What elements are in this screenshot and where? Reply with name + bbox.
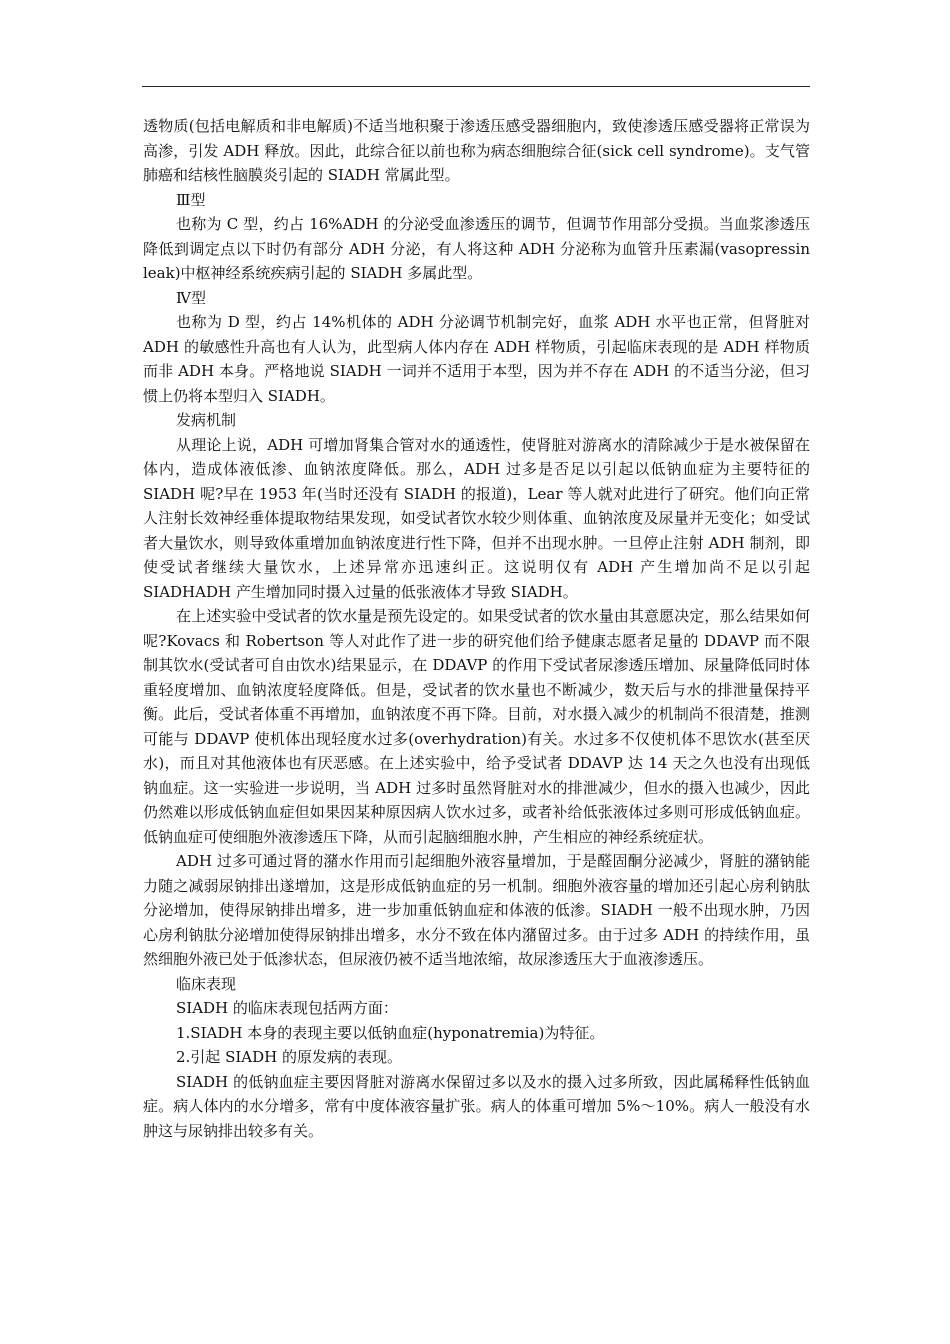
paragraph-type-iii: 也称为 C 型，约占 16%ADH 的分泌受血渗透压的调节，但调节作用部分受损。当血浆渗透压降低到调定点以下时仍有部分 ADH 分泌，有人将这种 ADH 分泌称为血管升压素漏(vasopressin leak)中枢神经系统疾病引起的 SIADH 多属此型。 (143, 215, 810, 282)
paragraph-hyponatremia: SIADH 的低钠血症主要因肾脏对游离水保留过多以及水的摄入过多所致，因此属稀释性低钠血症。病人体内的水分增多，常有中度体液容量扩张。病人的体重可增加 5%～10%。病人一般没有水肿这与尿钠排出较多有关。 (143, 1072, 810, 1140)
heading-pathogenesis: 发病机制 (176, 411, 237, 429)
paragraph-pathogenesis-3: ADH 过多可通过肾的潴水作用而引起细胞外液容量增加，于是醛固酮分泌减少，肾脏的潴钠能力随之减弱尿钠排出遂增加，这是形成低钠血症的另一机制。细胞外液容量的增加还引起心房利钠肽分泌增加，使得尿钠排出增多，进一步加重低钠血症和体液的低渗。SIADH 一般不出现水肿，乃因心房利钠肽分泌增加使得尿钠排出增多，水分不致在体内潴留过多。由于过多 ADH 的持续作用，虽然细胞外液已处于低渗状态，但尿液仍被不适当地浓缩，故尿渗透压大于血液渗透压。 (143, 852, 810, 968)
document-body (143, 114, 810, 1143)
paragraph-clinical-intro: SIADH 的临床表现包括两方面： (176, 999, 398, 1017)
paragraph-pathogenesis-2: 在上述实验中受试者的饮水量是预先设定的。如果受试者的饮水量由其意愿决定，那么结果如何呢?Kovacs 和 Robertson 等人对此作了进一步的研究他们给予健康志愿者足量的 DDAVP 而不限制其饮水(受试者可自由饮水)结果显示，在 DDAVP 的作用下受试者尿渗透压增加、尿量降低同时体重轻度增加、血钠浓度轻度降低。但是，受试者的饮水量也不断减少，数天后与水的排泄量保持平衡。此后，受试者体重不再增加，血钠浓度不再下降。目前，对水摄入减少的机制尚不很清楚，推测可能与 DDAVP 使机体出现轻度水过多(overhydration)有关。水过多不仅使机体不思饮水(甚至厌水)，而且对其他液体也有厌恶感。在上述实验中，给予受试者 DDAVP 达 14 天之久也没有出现低钠血症。这一实验进一步说明，当 ADH 过多时虽然肾脏对水的排泄减少，但水的摄入也减少，因此仍然难以形成低钠血症但如果因某种原因病人饮水过多，或者补给低张液体过多则可形成低钠血症。低钠血症可使细胞外液渗透压下降，从而引起脑细胞水肿，产生相应的神经系统症状。 (143, 607, 810, 846)
header-rule (142, 86, 810, 87)
heading-clinical-manifestations: 临床表现 (176, 974, 237, 993)
list-item-2: 2.引起 SIADH 的原发病的表现。 (176, 1048, 402, 1066)
paragraph-type-ii-continuation: 透物质(包括电解质和非电解质)不适当地积聚于渗透压感受器细胞内，致使渗透压感受器将正常误为高渗，引发 ADH 释放。因此，此综合征以前也称为病态细胞综合征(sick cell syndrome)。支气管肺癌和结核性脑膜炎引起的 SIADH 常属此型。 (143, 117, 810, 184)
paragraph-pathogenesis-1: 从理论上说，ADH 可增加肾集合管对水的通透性，使肾脏对游离水的清除减少于是水被保留在体内，造成体液低渗、血钠浓度降低。那么，ADH 过多是否足以引起以低钠血症为主要特征的 SIADH 呢?早在 1953 年(当时还没有 SIADH 的报道)，Lear 等人就对此进行了研究。他们向正常人注射长效神经垂体提取物结果发现，如受试者饮水较少则体重、血钠浓度及尿量并无变化；如受试者大量饮水，则导致体重增加血钠浓度进行性下降，但并不出现水肿。一旦停止注射 ADH 制剂，即使受试者继续大量饮水，上述异常亦迅速纠正。这说明仅有 ADH 产生增加尚不足以引起 SIADHADH 产生增加同时摄入过量的低张液体才导致 SIADH。 (143, 435, 810, 601)
list-item-1: 1.SIADH 本身的表现主要以低钠血症(hyponatremia)为特征。 (176, 1023, 605, 1042)
heading-type-iii: Ⅲ型 (176, 190, 206, 209)
heading-type-iv: Ⅳ型 (176, 288, 206, 307)
paragraph-type-iv: 也称为 D 型，约占 14%机体的 ADH 分泌调节机制完好，血浆 ADH 水平也正常，但肾脏对 ADH 的敏感性升高也有人认为，此型病人体内存在 ADH 样物质，引起临床表现的是 ADH 样物质而非 ADH 本身。严格地说 SIADH 一词并不适用于本型，因为并不存在 ADH 的不适当分泌，但习惯上仍将本型归入 SIADH。 (143, 313, 810, 405)
